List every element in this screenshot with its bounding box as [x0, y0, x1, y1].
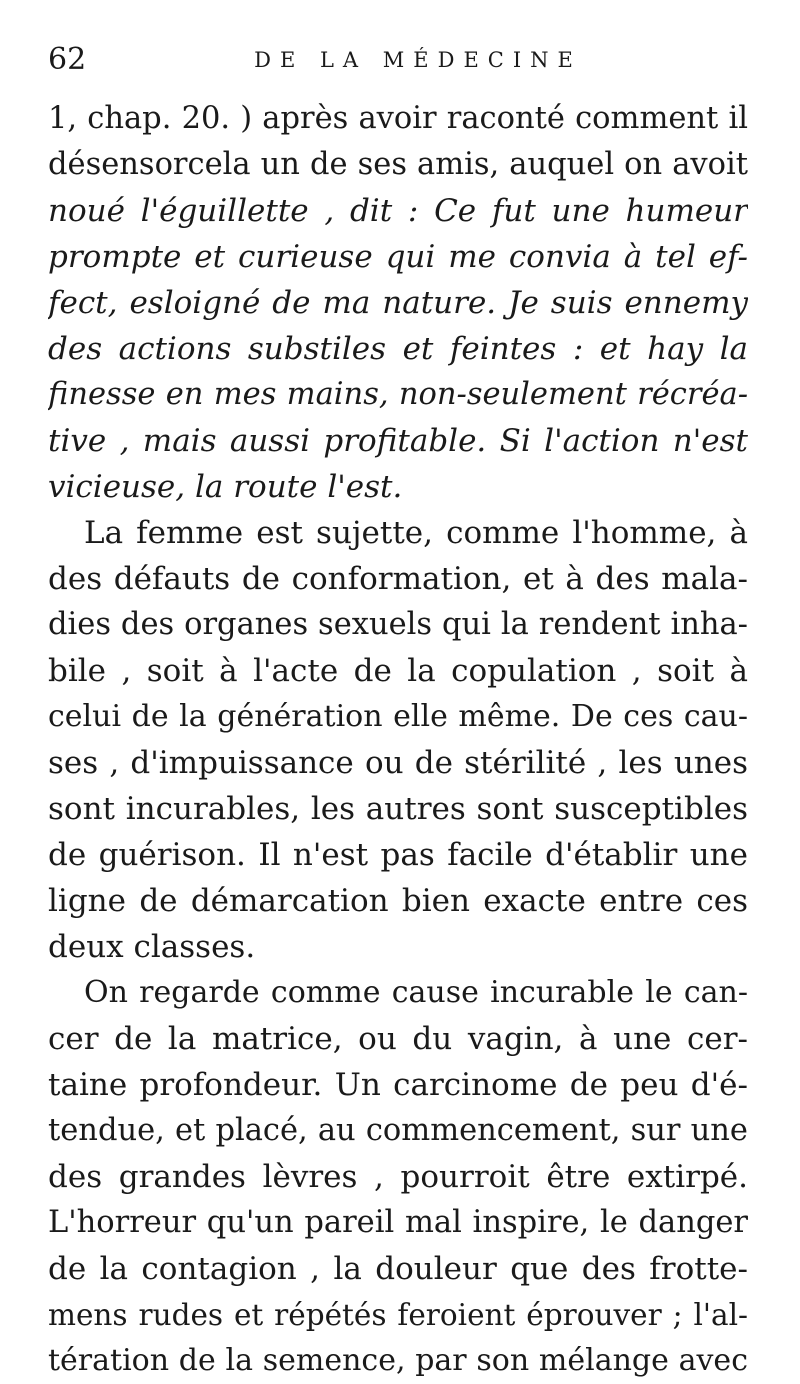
text-line: dies des organes sexuels qui la rendent inha-	[48, 607, 748, 642]
text-line: ligne de démarcation bien exacte entre ces	[48, 883, 748, 919]
text-line: bile , soit à l'acte de la copulation , soit à	[48, 653, 748, 689]
text-line: noué l'éguillette , dit : Ce fut une humeur	[48, 193, 748, 229]
text-line: tération de la semence, par son mélange avec	[48, 1343, 748, 1378]
text-line: finesse en mes mains, non-seulement récréa-	[48, 377, 748, 412]
text-line: de guérison. Il n'est pas facile d'établir une	[48, 837, 748, 873]
text-line: désensorcela un de ses amis, auquel on avoit	[48, 147, 748, 182]
text-line: On regarde comme cause incurable le can-	[84, 975, 748, 1010]
text-line: tendue, et placé, au commencement, sur une	[48, 1113, 748, 1148]
text-line: vicieuse, la route l'est.	[48, 469, 403, 505]
text-line: fect, esloigné de ma nature. Je suis ennemy	[48, 285, 748, 321]
text-line: mens rudes et répétés feroient éprouver ; l'al-	[48, 1298, 748, 1332]
text-line: des grandes lèvres , pourroit être extirpé.	[48, 1159, 748, 1195]
text-line: L'horreur qu'un pareil mal inspire, le danger	[48, 1205, 748, 1240]
text-line: La femme est sujette, comme l'homme, à	[84, 515, 748, 551]
text-line: sont incurables, les autres sont susceptibles	[48, 791, 748, 827]
text-line: prompte et curieuse qui me convia à tel ef-	[48, 239, 748, 275]
text-line: cer de la matrice, ou du vagin, à une cer-	[48, 1021, 748, 1057]
running-head: DE LA MÉDECINE	[254, 48, 582, 72]
text-line: tive , mais aussi profitable. Si l'action n'est	[48, 423, 748, 459]
text-line: 1, chap. 20. ) après avoir raconté comment il	[48, 101, 748, 136]
text-line: des défauts de conformation, et à des mala-	[48, 561, 748, 597]
text-line: taine profondeur. Un carcinome de peu d'é-	[48, 1067, 748, 1103]
text-line: deux classes.	[48, 929, 256, 965]
text-line: des actions substiles et feintes : et hay la	[48, 331, 748, 367]
text-line: ses , d'impuissance ou de stérilité , les unes	[48, 745, 748, 781]
page-number: 62	[48, 42, 87, 77]
page-header	[48, 40, 748, 80]
text-line: celui de la génération elle même. De ces cau-	[48, 699, 748, 734]
text-line: de la contagion , la douleur que des frotte-	[48, 1251, 748, 1287]
body-text	[48, 96, 748, 1384]
